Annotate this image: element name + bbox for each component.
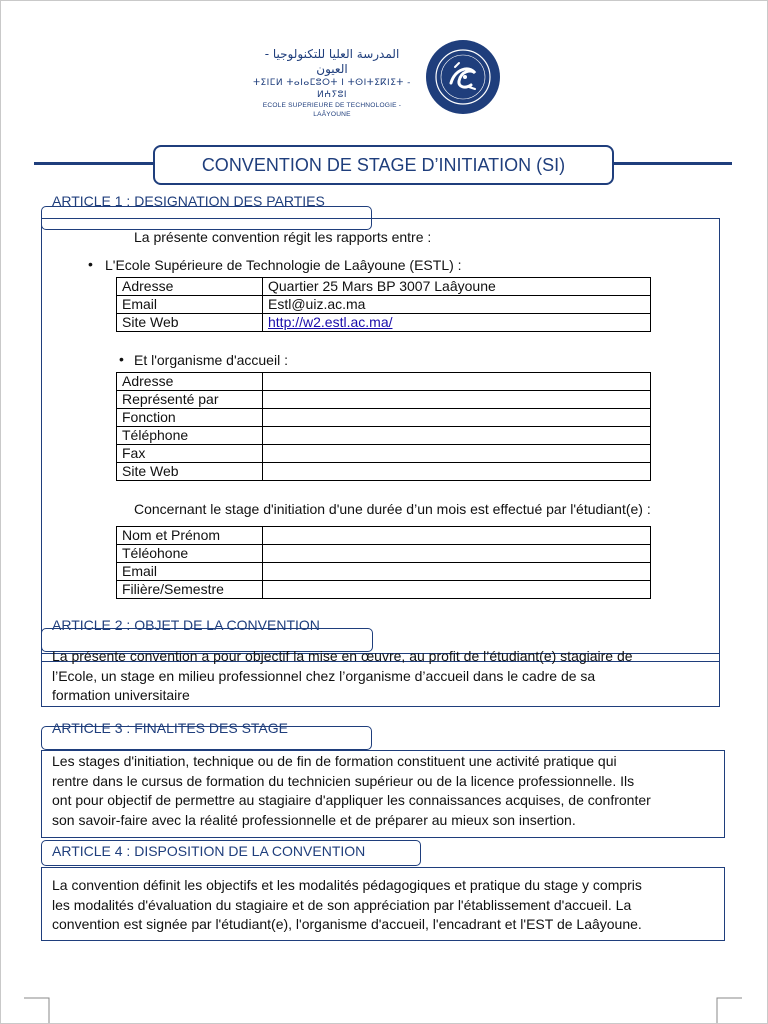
table-cell-label: Fax — [117, 445, 263, 463]
table-cell-value[interactable] — [263, 545, 651, 563]
article3-heading: ARTICLE 3 : FINALITES DES STAGE — [52, 720, 288, 736]
table-cell-value[interactable] — [263, 373, 651, 391]
org-bullet-text: Et l'organisme d'accueil : — [134, 352, 288, 368]
table-cell-value[interactable] — [263, 463, 651, 481]
school-name-arabic: المدرسة العليا للتكنولوجيا - العيون — [264, 47, 400, 76]
crop-mark-left — [24, 997, 50, 1023]
table-row — [117, 563, 651, 581]
crop-mark-right — [716, 997, 742, 1023]
table-row — [117, 581, 651, 599]
university-seal-logo — [425, 39, 501, 115]
table-row — [117, 296, 651, 314]
org-info-table — [116, 372, 651, 481]
article2-line: formation universitaire — [52, 687, 190, 703]
table-row — [117, 409, 651, 427]
table-cell-value[interactable] — [263, 527, 651, 545]
table-cell-value[interactable] — [263, 391, 651, 409]
article2-body — [52, 647, 712, 706]
table-cell-label: Téléohone — [117, 545, 263, 563]
article2-line: l’Ecole, un stage en milieu professionnel chez l’organisme d’accueil dans le cadre de sa — [52, 667, 596, 684]
table-row — [117, 445, 651, 463]
article4-line: convention est signée par l'étudiant(e), l'organisme d'accueil, l'encadrant et l'EST de Laâyoune. — [52, 916, 642, 932]
table-cell-value[interactable] — [263, 563, 651, 581]
article3-line: ont pour objectif de permettre au stagiaire d'appliquer les connaissances acquises, de confronter — [52, 792, 651, 808]
table-cell-value — [263, 314, 651, 332]
student-intro: Concernant le stage d'initiation d'une durée d’un mois est effectué par l'étudiant(e) : — [134, 501, 651, 517]
student-info-table — [116, 526, 651, 599]
table-row — [117, 278, 651, 296]
article1-heading: ARTICLE 1 : DESIGNATION DES PARTIES — [52, 193, 325, 209]
table-cell-label: Email — [117, 296, 263, 314]
article4-line: les modalités d'évaluation du stagiaire et de son appréciation par l'établissement d'accueil. La — [52, 896, 632, 913]
document-title: CONVENTION DE STAGE D’INITIATION (SI) — [153, 145, 614, 185]
article4-heading: ARTICLE 4 : DISPOSITION DE LA CONVENTION — [52, 843, 366, 859]
table-row — [117, 427, 651, 445]
table-cell-label: Email — [117, 563, 263, 581]
school-bullet-text: L'Ecole Supérieure de Technologie de Laâyoune (ESTL) : — [105, 257, 462, 273]
table-row — [117, 314, 651, 332]
article3-body — [52, 752, 720, 830]
school-name-tifinagh: ⵜⵉⵏⵎⵍ ⵜⴰⵏⴰⵎⵓⵔⵜ ⵏ ⵜⵙⵏⵜⵉⴽⵏⵉⵜ - ⵍⵄⵢⵓⵏ — [253, 78, 411, 100]
table-cell-value[interactable] — [263, 445, 651, 463]
table-row — [117, 545, 651, 563]
table-cell-label: Nom et Prénom — [117, 527, 263, 545]
article2-line: La présente convention a pour objectif la mise en œuvre, au profit de l’étudiant(e) stagiaire de — [52, 648, 633, 664]
bullet-dot: • — [88, 256, 93, 272]
table-cell-value[interactable] — [263, 581, 651, 599]
table-row — [117, 527, 651, 545]
table-row — [117, 463, 651, 481]
school-website-link[interactable]: http://w2.estl.ac.ma/ — [268, 314, 393, 330]
table-row — [117, 373, 651, 391]
table-cell-label: Adresse — [117, 278, 263, 296]
article2-heading: ARTICLE 2 : OBJET DE LA CONVENTION — [52, 617, 320, 633]
table-cell-value: Quartier 25 Mars BP 3007 Laâyoune — [263, 278, 651, 296]
article3-line: son savoir-faire avec la réalité professionnelle et de préparer au mieux son insertion. — [52, 811, 576, 828]
article4-line: La convention définit les objectifs et les modalités pédagogiques et pratique du stage y compris — [52, 877, 642, 893]
article1-intro: La présente convention régit les rapports entre : — [134, 229, 432, 245]
school-name-french: ECOLE SUPERIEURE DE TECHNOLOGIE - LAÂYOUNE — [262, 102, 402, 118]
article4-body — [52, 876, 720, 935]
table-cell-value: Estl@uiz.ac.ma — [263, 296, 651, 314]
table-cell-label: Téléphone — [117, 427, 263, 445]
article3-line: Les stages d'initiation, technique ou de fin de formation constituent une activité pratique qui — [52, 753, 617, 769]
table-cell-label: Site Web — [117, 314, 263, 332]
table-cell-label: Adresse — [117, 373, 263, 391]
table-cell-label: Représenté par — [117, 391, 263, 409]
bullet-dot: • — [119, 351, 124, 367]
table-cell-label: Site Web — [117, 463, 263, 481]
table-cell-label: Fonction — [117, 409, 263, 427]
table-cell-value[interactable] — [263, 409, 651, 427]
table-cell-label: Filière/Semestre — [117, 581, 263, 599]
school-logo-text — [248, 47, 416, 119]
table-row — [117, 391, 651, 409]
table-cell-value[interactable] — [263, 427, 651, 445]
article3-heading-tab — [41, 726, 372, 750]
article3-line: rentre dans le cursus de formation du technicien supérieur ou de la licence professionnelle. Ils — [52, 772, 635, 789]
school-info-table — [116, 277, 651, 332]
